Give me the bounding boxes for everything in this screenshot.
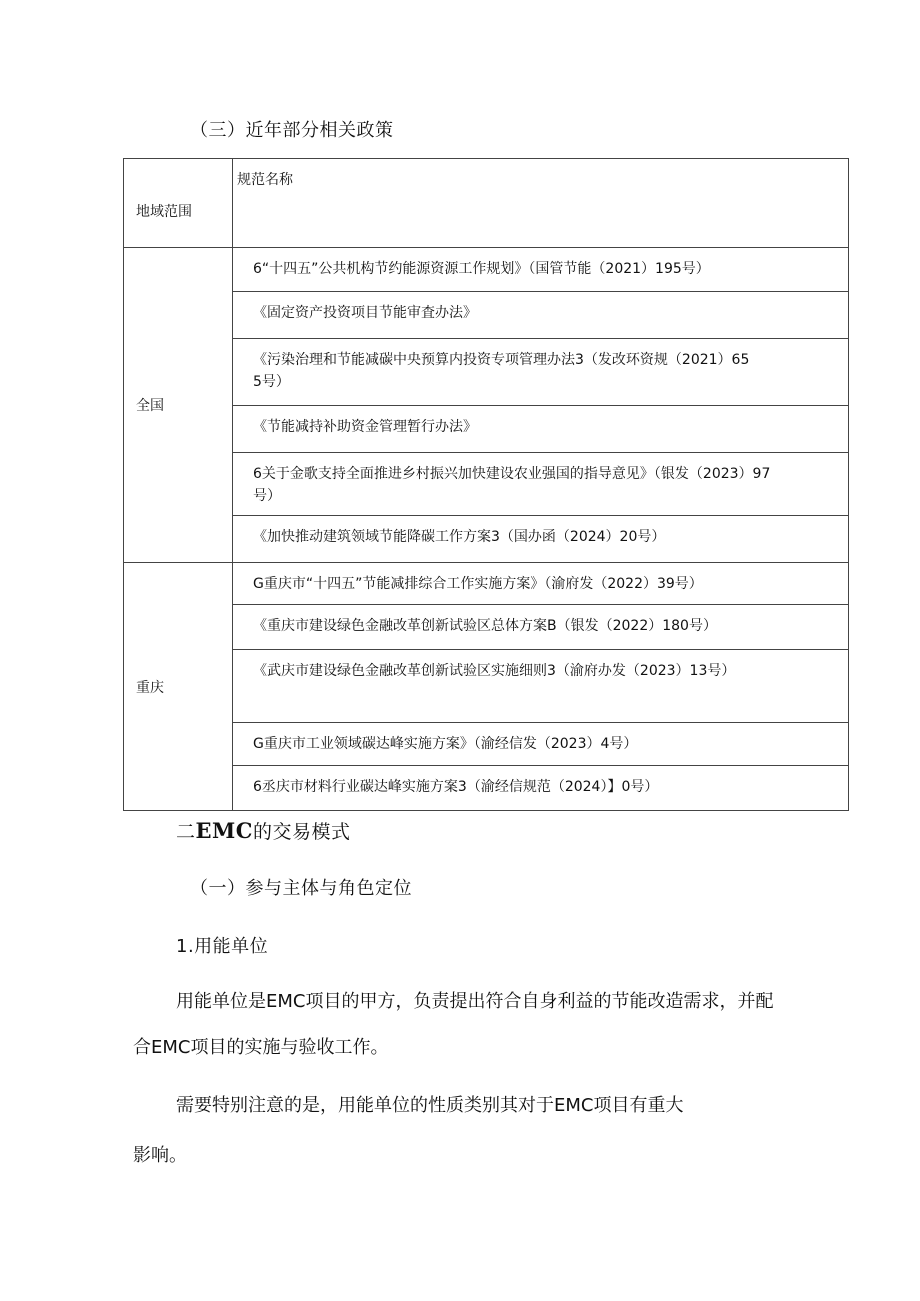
policy-name-cell: 6关于金歌支持全面推进乡村振兴加快建设农业强国的指导意见》（银发（2023）97号）: [233, 453, 849, 516]
paragraph-line: 合EMC项目的实施与验收工作。: [133, 1037, 389, 1058]
section-title-emc: [176, 817, 351, 844]
policy-name-cell: 《污染治理和节能减碳中央预算内投资专项管理办法3（发改环资规（2021）655号）: [233, 339, 849, 406]
table-row: [124, 406, 849, 453]
table-row: [124, 723, 849, 766]
table-header-row: [124, 159, 849, 248]
table-row: [124, 339, 849, 406]
policy-name-cell: 《重庆市建设绿色金融改革创新试验区总体方案B（银发（2022）180号）: [233, 605, 849, 650]
policy-name-cell: G重庆市工业领域碳达峰实施方案》（渝经信发（2023）4号）: [233, 723, 849, 766]
policy-table: [123, 158, 849, 811]
policy-name-cell: 《固定资产投资项目节能审査办法》: [233, 292, 849, 339]
policy-name-cell: G重庆市“十四五”节能减排综合工作实施方案》（渝府发（2022）39号）: [233, 563, 849, 605]
table-row: [124, 605, 849, 650]
policy-name-cell: 《节能减持补助资金管理暂行办法》: [233, 406, 849, 453]
header-region: 地域范围: [124, 159, 233, 248]
table-row: [124, 563, 849, 605]
policy-name-cell: 6丞庆市材料行业碳达峰实施方案3（渝经信规范（2024）】0号）: [233, 766, 849, 811]
paragraph-line: 影响。: [133, 1145, 187, 1166]
table-row: [124, 292, 849, 339]
policy-name-cell: 6“十四五”公共机构节约能源资源工作规划》（国管节能（2021）195号）: [233, 248, 849, 292]
section-title-suffix: 的交易模式: [252, 821, 351, 843]
region-cell-national: 全国: [124, 248, 233, 563]
table-row: [124, 453, 849, 516]
paragraph-line: 需要特别注意的是，用能单位的性质类别其对于EMC项目有重大: [176, 1095, 684, 1116]
section-number: 二: [176, 821, 196, 843]
table-row: [124, 248, 849, 292]
region-cell-chongqing: 重庆: [124, 563, 233, 811]
policy-name-cell: 《加快推动建筑领域节能降碳工作方案3（国办函（2024）20号）: [233, 516, 849, 563]
section-title-policies: （三）近年部分相关政策: [190, 120, 394, 141]
table-row: [124, 650, 849, 723]
policy-name-cell: 《武庆市建设绿色金融改革创新试验区实施细则3（渝府办发（2023）13号）: [233, 650, 849, 723]
table-row: [124, 766, 849, 811]
paragraph-line: 用能单位是EMC项目的甲方，负责提出符合自身利益的节能改造需求，并配: [176, 991, 774, 1012]
table-row: [124, 516, 849, 563]
section-emc-bold: EMC: [195, 818, 253, 843]
item-title: 1.用能单位: [176, 936, 269, 957]
subsection-title: （一）参与主体与角色定位: [190, 878, 412, 899]
header-name: 规范名称: [233, 159, 849, 248]
